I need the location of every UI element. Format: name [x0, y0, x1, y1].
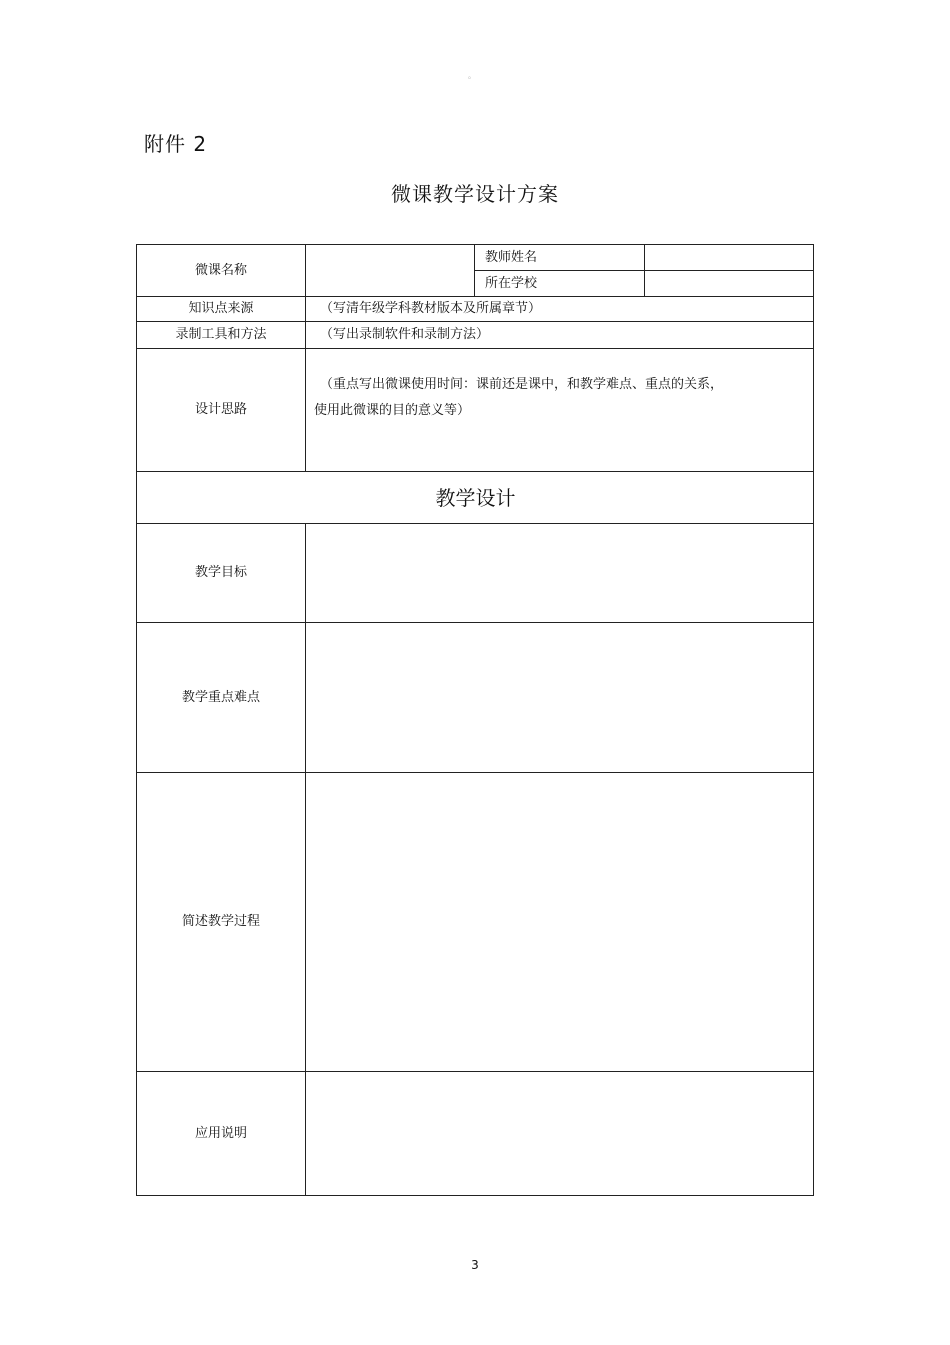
design-idea-hint-line1: （重点写出微课使用时间：课前还是课中，和教学难点、重点的关系，: [320, 377, 724, 392]
document-title: 微课教学设计方案: [391, 182, 559, 206]
teaching-process-field[interactable]: [306, 773, 814, 1071]
key-points-field[interactable]: [306, 623, 814, 772]
design-idea-hint-line2: 使用此微课的目的意义等）: [314, 403, 471, 418]
recording-method-field[interactable]: （写出录制软件和录制方法）: [320, 327, 490, 342]
application-notes-field[interactable]: [306, 1072, 814, 1196]
teaching-goals-field[interactable]: [306, 524, 814, 622]
school-field[interactable]: [645, 271, 814, 296]
recording-method-label: 录制工具和方法: [175, 327, 267, 342]
page-number: 3: [471, 1258, 479, 1272]
teacher-name-field[interactable]: [645, 245, 814, 270]
knowledge-source-label: 知识点来源: [188, 301, 254, 316]
design-idea-field[interactable]: [306, 349, 814, 471]
application-notes-label: 应用说明: [194, 1126, 247, 1141]
lesson-design-form: [136, 244, 814, 1196]
header-dot: 。: [468, 71, 476, 80]
knowledge-source-field[interactable]: （写清年级学科教材版本及所属章节）: [320, 301, 542, 316]
design-idea-label: 设计思路: [194, 402, 247, 417]
teaching-design-heading: 教学设计: [435, 485, 516, 510]
course-name-field[interactable]: [306, 245, 474, 296]
teacher-name-label: 教师姓名: [485, 249, 538, 265]
teaching-goals-label: 教学目标: [194, 565, 247, 580]
course-name-label: 微课名称: [194, 262, 247, 278]
attachment-label: 附件 2: [144, 132, 208, 156]
teaching-process-label: 简述教学过程: [181, 914, 260, 929]
key-points-label: 教学重点难点: [181, 689, 260, 705]
school-label: 所在学校: [485, 275, 538, 291]
